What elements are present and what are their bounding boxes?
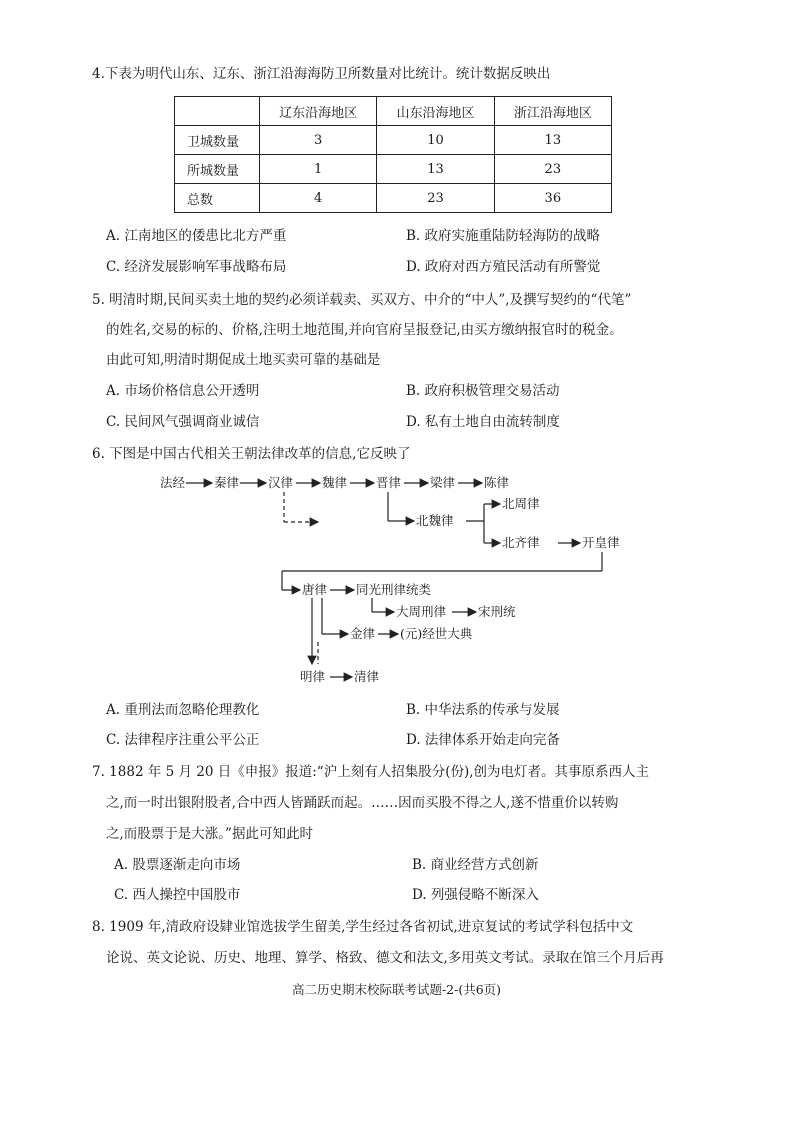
q7-option-d: D. 列强侵略不断深入: [412, 887, 539, 903]
node-yuan: (元)经世大典: [400, 626, 473, 641]
q5-option-b: B. 政府积极管理交易活动: [406, 383, 560, 399]
q5-option-c: C. 民间风气强调商业诚信: [106, 414, 260, 430]
q8-line-2: 论说、英文论说、历史、地理、算学、格致、德文和法文,多用英文考试。录取在馆三个月后再: [106, 950, 664, 966]
table-cell: 4: [260, 184, 377, 213]
node-beiweilv: 北魏律: [416, 513, 454, 528]
q8-line-1: 8. 1909 年,清政府设肄业馆选拔学生留美,学生经过各省初试,进京复试的考试学科包括中文: [92, 919, 634, 935]
table-cell: 23: [377, 184, 494, 213]
q6-option-d: D. 法律体系开始走向完备: [406, 732, 560, 748]
table-cell: 23: [494, 155, 611, 184]
q7-option-c: C. 西人操控中国股市: [114, 887, 241, 903]
node-qinlv: 秦律: [214, 475, 240, 490]
node-dazhou: 大周刑律: [396, 604, 447, 619]
q4-stem: 4.下表为明代山东、辽东、浙江沿海海防卫所数量对比统计。统计数据反映出: [92, 66, 551, 82]
q6-stem: 6. 下图是中国古代相关王朝法律改革的信息,它反映了: [92, 446, 411, 462]
q7-line-1: 7. 1882 年 5 月 20 日《申报》报道:“沪上刻有人招集股分(份),创为电灯者。其事原系西人主: [92, 764, 650, 780]
table-cell: 36: [494, 184, 611, 213]
q5-line-2: 的姓名,交易的标的、价格,注明土地范围,并向官府呈报登记,由买方缴纳报官时的税金。: [106, 322, 623, 338]
node-tanglv: 唐律: [302, 582, 328, 597]
node-fajing: 法经: [160, 475, 186, 490]
table-cell: 1: [260, 155, 377, 184]
q6-option-c: C. 法律程序注重公平公正: [106, 732, 260, 748]
table-cell: 10: [377, 126, 494, 155]
table-cell: 13: [377, 155, 494, 184]
node-qinglv: 清律: [354, 669, 380, 684]
q4-option-b: B. 政府实施重陆防轻海防的战略: [406, 228, 601, 244]
q5-option-a: A. 市场价格信息公开透明: [106, 383, 260, 399]
node-beizhoulv: 北周律: [502, 496, 540, 511]
table-cell: 总数: [175, 184, 260, 213]
q7-option-b: B. 商业经营方式创新: [412, 857, 539, 873]
node-lianglv: 梁律: [430, 475, 456, 490]
table-header-cell: 浙江沿海地区: [494, 97, 611, 126]
q4-option-c: C. 经济发展影响军事战略布局: [106, 259, 287, 275]
node-jinlv: 晋律: [376, 475, 402, 490]
node-songxingtong: 宋刑统: [478, 604, 516, 619]
node-tongguang: 同光刑律统类: [356, 582, 432, 597]
node-kaihuanglv: 开皇律: [582, 535, 620, 550]
table-header-cell: 山东沿海地区: [377, 97, 494, 126]
node-beiqilv: 北齐律: [502, 535, 540, 550]
q5-line-3: 由此可知,明清时期促成土地买卖可靠的基础是: [106, 352, 381, 368]
q4-option-a: A. 江南地区的倭患比北方严重: [106, 228, 287, 244]
q6-option-a: A. 重刑法而忽略伦理教化: [106, 702, 260, 718]
page-footer: 高二历史期末校际联考试题-2-(共6页): [291, 982, 502, 997]
node-chenlv: 陈律: [484, 475, 510, 490]
q5-line-1: 5. 明清时期,民间买卖土地的契约必须详载卖、买双方、中介的“中人”,及撰写契约的“代笔”: [92, 292, 632, 308]
table-cell: 3: [260, 126, 377, 155]
q7-line-3: 之,而股票于是大涨。”据此可知此时: [106, 826, 313, 842]
node-jinlv-jin: 金律: [350, 626, 376, 641]
q7-option-a: A. 股票逐渐走向市场: [114, 857, 241, 873]
q6-option-b: B. 中华法系的传承与发展: [406, 702, 560, 718]
q7-line-2: 之,而一时出银附股者,合中西人皆踊跃而起。……因而买股不得之人,遂不惜重价以转购: [106, 795, 619, 811]
table-cell: 13: [494, 126, 611, 155]
table-cell: 所城数量: [175, 155, 260, 184]
table-cell: 卫城数量: [175, 126, 260, 155]
q4-option-d: D. 政府对西方殖民活动有所警觉: [406, 259, 601, 275]
q5-option-d: D. 私有土地自由流转制度: [406, 414, 560, 430]
node-minglv: 明律: [300, 669, 326, 684]
node-weilv: 魏律: [322, 475, 348, 490]
table-header-cell: 辽东沿海地区: [260, 97, 377, 126]
node-hanlv: 汉律: [268, 475, 294, 490]
